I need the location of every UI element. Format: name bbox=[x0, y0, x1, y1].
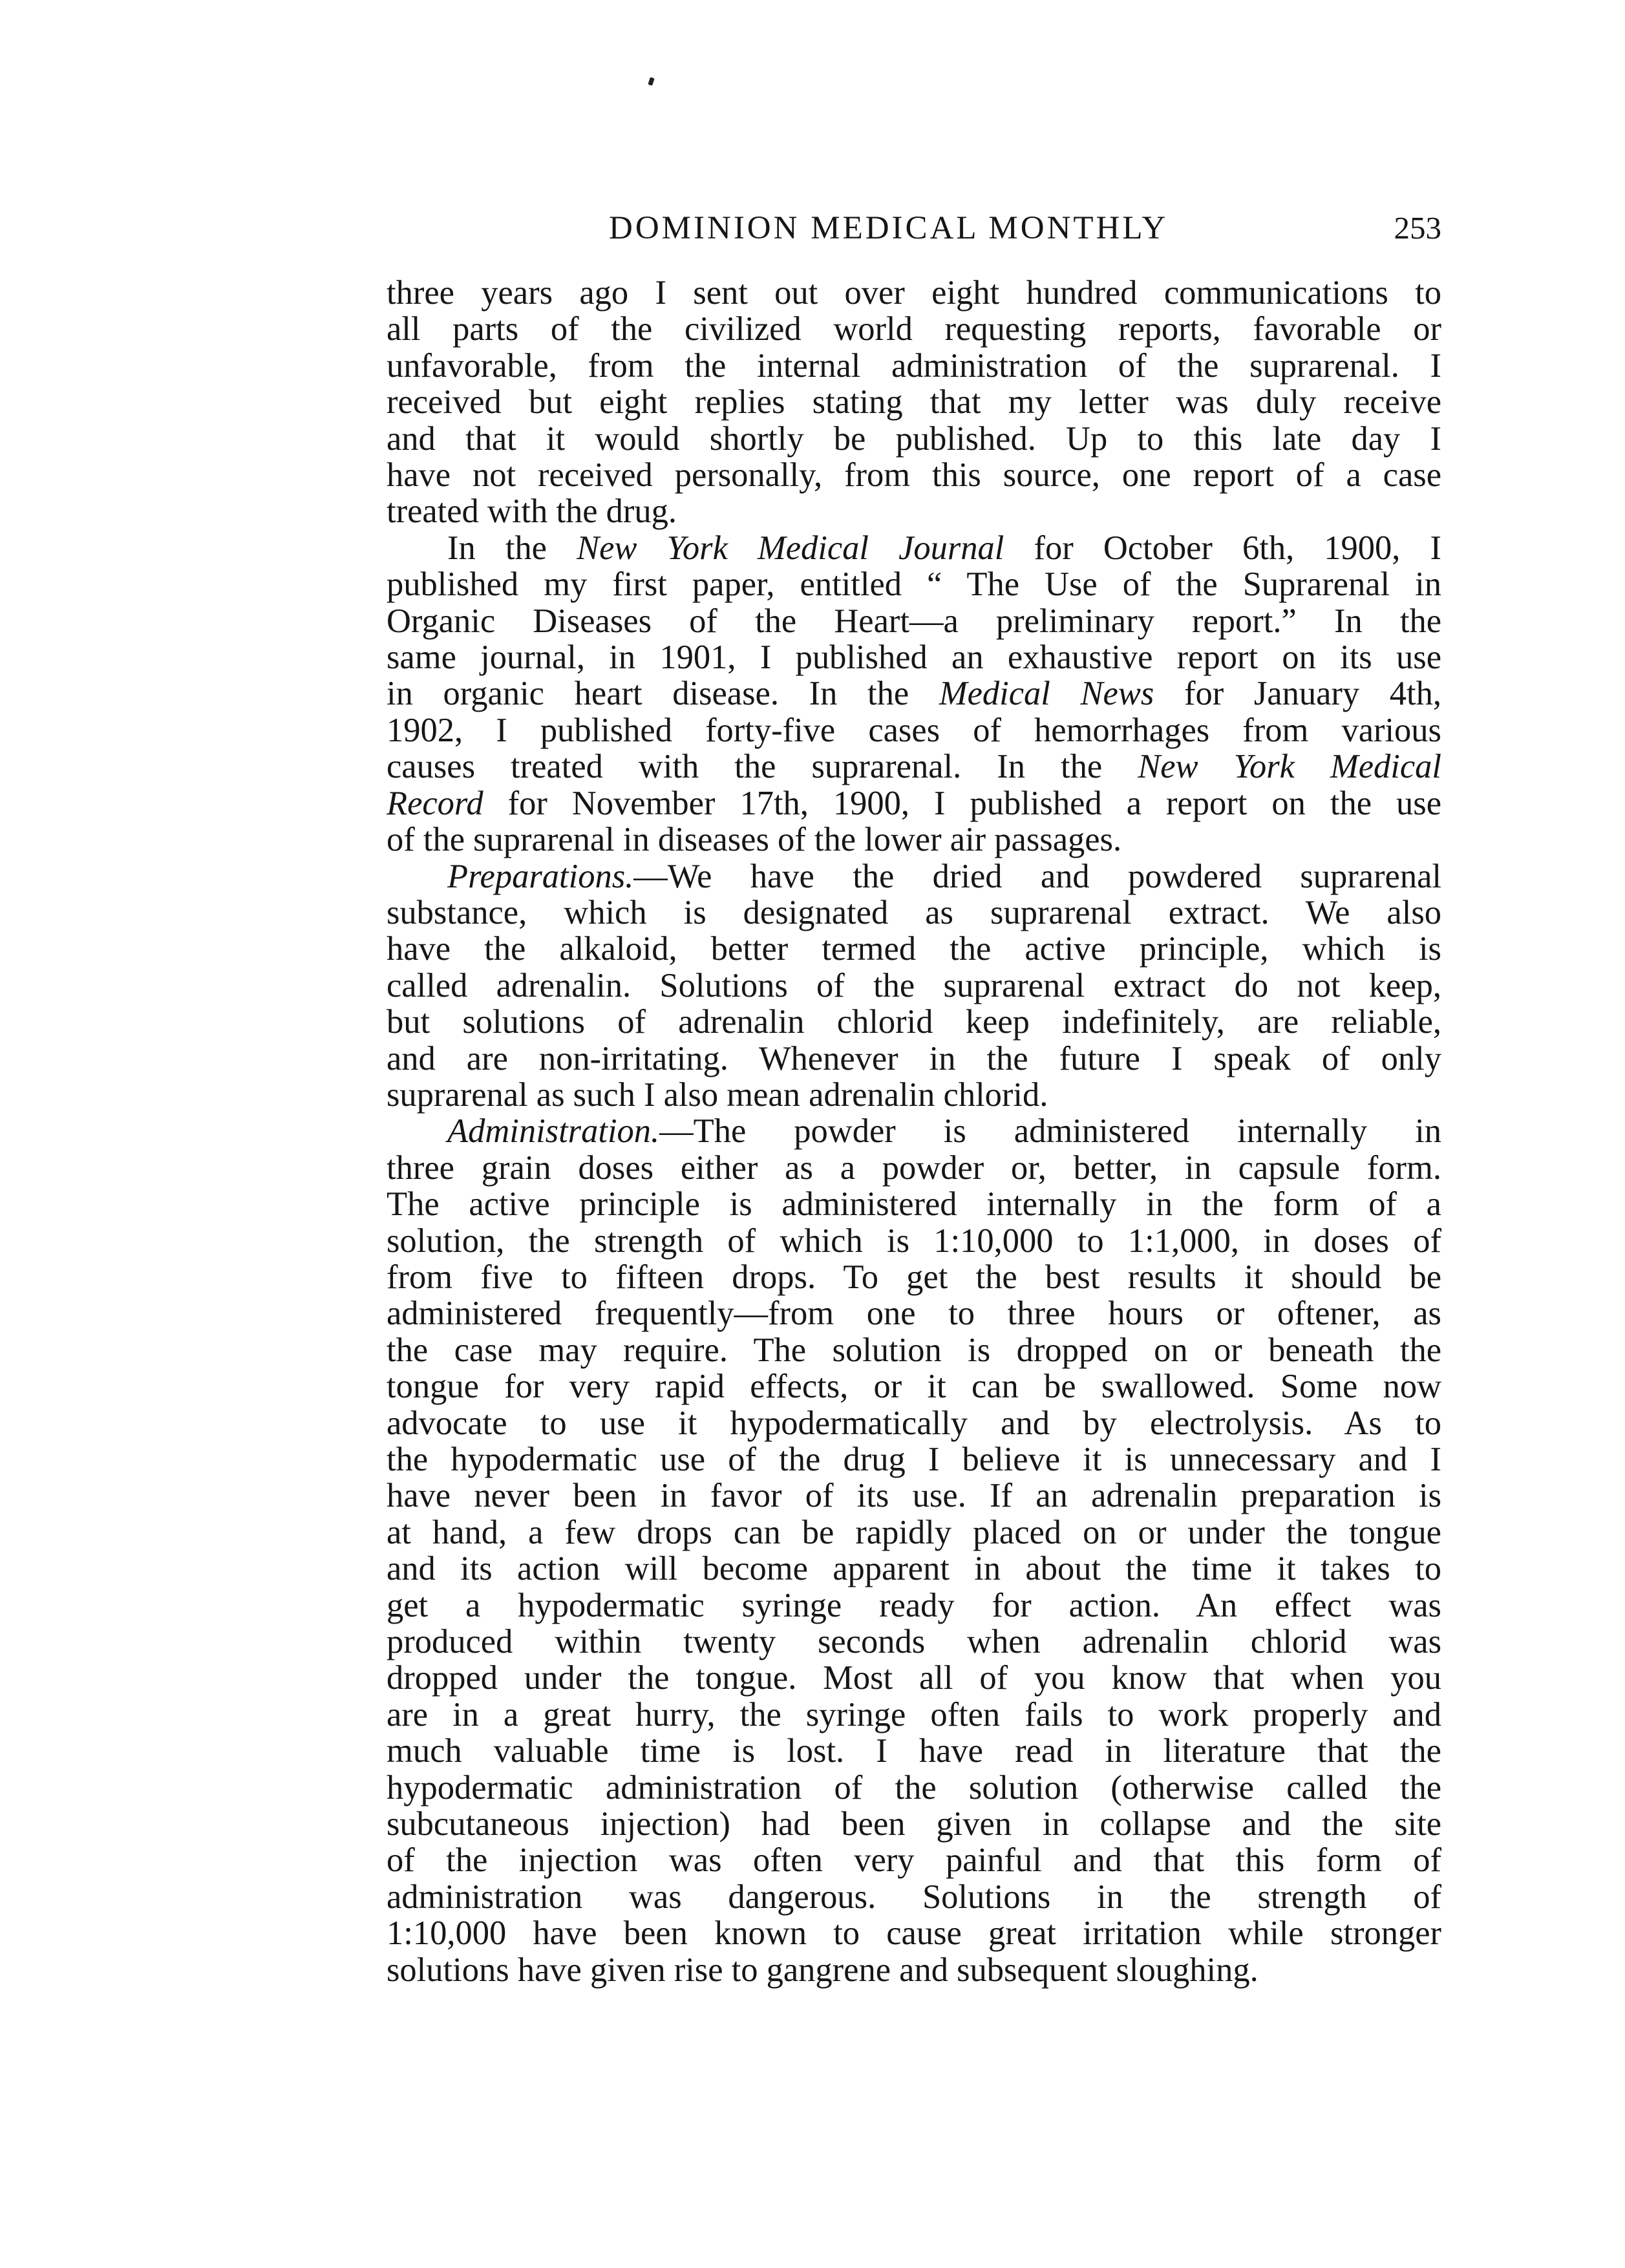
text-line: Record for November 17th, 1900, I published a report on the use bbox=[387, 784, 1441, 822]
text-line: the hypodermatic use of the drug I believe it is unnecessary and I bbox=[387, 1441, 1441, 1478]
text-line: produced within twenty seconds when adrenalin chlorid was bbox=[387, 1623, 1441, 1661]
text-line: Administration.—The powder is administered internally in bbox=[447, 1112, 1441, 1150]
text-line: Preparations.—We have the dried and powdered suprarenal bbox=[447, 857, 1441, 895]
text-line: three grain doses either as a powder or, better, in capsule form. bbox=[387, 1149, 1441, 1187]
text-line: get a hypodermatic syringe ready for action. An effect was bbox=[387, 1586, 1441, 1624]
running-head bbox=[388, 209, 1441, 261]
text-line: called adrenalin. Solutions of the suprarenal extract do not keep, bbox=[387, 966, 1441, 1004]
text-line: the case may require. The solution is dropped on or beneath the bbox=[387, 1331, 1441, 1369]
text-line: published my first paper, entitled “ The Use of the Suprarenal in bbox=[387, 566, 1441, 604]
text-line: advocate to use it hypodermatically and by electrolysis. As to bbox=[387, 1404, 1441, 1442]
text-line: 1902, I published forty-five cases of hemorrhages from various bbox=[387, 711, 1441, 749]
journal-title: DOMINION MEDICAL MONTHLY bbox=[609, 210, 1169, 246]
text-line: are in a great hurry, the syringe often fails to work properly and bbox=[387, 1695, 1441, 1733]
text-line: suprarenal as such I also mean adrenalin chlorid. bbox=[387, 1076, 1048, 1114]
page-number: 253 bbox=[1394, 210, 1441, 246]
text-line: three years ago I sent out over eight hundred communications to bbox=[387, 274, 1441, 312]
paragraph-publications bbox=[387, 530, 1441, 858]
body-text bbox=[387, 275, 1441, 1988]
text-line: In the New York Medical Journal for October 6th, 1900, I bbox=[447, 529, 1442, 567]
text-line: of the suprarenal in diseases of the lower air passages. bbox=[387, 821, 1122, 859]
text-line: administration was dangerous. Solutions in the strength of bbox=[387, 1878, 1441, 1916]
paragraph-administration bbox=[387, 1113, 1441, 1988]
paragraph-preparations bbox=[387, 858, 1441, 1114]
text-line: 1:10,000 have been known to cause great irritation while stronger bbox=[387, 1914, 1441, 1953]
text-line: have the alkaloid, better termed the active principle, which is bbox=[387, 930, 1441, 968]
text-line: subcutaneous injection) had been given in collapse and the site bbox=[387, 1805, 1441, 1843]
stray-ink-mark bbox=[648, 77, 654, 86]
text-line: tongue for very rapid effects, or it can be swallowed. Some now bbox=[387, 1368, 1441, 1406]
text-line: in organic heart disease. In the Medical News for January 4th, bbox=[387, 675, 1441, 713]
text-line: treated with the drug. bbox=[387, 493, 677, 531]
text-line: from five to fifteen drops. To get the best results it should be bbox=[387, 1258, 1441, 1296]
text-line: same journal, in 1901, I published an exhaustive report on its use bbox=[387, 639, 1441, 677]
text-line: all parts of the civilized world requesting reports, favorable or bbox=[387, 310, 1441, 348]
text-line: administered frequently—from one to three hours or oftener, as bbox=[387, 1295, 1441, 1333]
paragraph-survey bbox=[387, 275, 1441, 530]
text-line: The active principle is administered internally in the form of a bbox=[387, 1185, 1441, 1224]
text-line: hypodermatic administration of the solution (otherwise called the bbox=[387, 1768, 1441, 1807]
text-line: much valuable time is lost. I have read in literature that the bbox=[387, 1732, 1441, 1770]
text-line: and its action will become apparent in about the time it takes to bbox=[387, 1550, 1441, 1588]
text-line: causes treated with the suprarenal. In the New York Medical bbox=[387, 748, 1441, 786]
text-line: dropped under the tongue. Most all of you know that when you bbox=[387, 1659, 1441, 1697]
text-line: solution, the strength of which is 1:10,000 to 1:1,000, in doses of bbox=[387, 1222, 1441, 1260]
text-line: unfavorable, from the internal administration of the suprarenal. I bbox=[387, 346, 1441, 385]
text-line: and are non-irritating. Whenever in the future I speak of only bbox=[387, 1039, 1441, 1077]
text-line: of the injection was often very painful and that this form of bbox=[387, 1841, 1441, 1880]
text-line: received but eight replies stating that my letter was duly receive bbox=[387, 383, 1441, 421]
text-line: at hand, a few drops can be rapidly placed on or under the tongue bbox=[387, 1513, 1441, 1551]
text-line: have not received personally, from this source, one report of a case bbox=[387, 456, 1441, 494]
text-line: have never been in favor of its use. If an adrenalin preparation is bbox=[387, 1477, 1441, 1515]
text-line: but solutions of adrenalin chlorid keep indefinitely, are reliable, bbox=[387, 1003, 1441, 1041]
text-line: substance, which is designated as suprarenal extract. We also bbox=[387, 893, 1441, 931]
text-line: and that it would shortly be published. Up to this late day I bbox=[387, 419, 1441, 458]
text-line: Organic Diseases of the Heart—a preliminary report.” In the bbox=[387, 602, 1441, 640]
text-line: solutions have given rise to gangrene and subsequent sloughing. bbox=[387, 1951, 1259, 1989]
